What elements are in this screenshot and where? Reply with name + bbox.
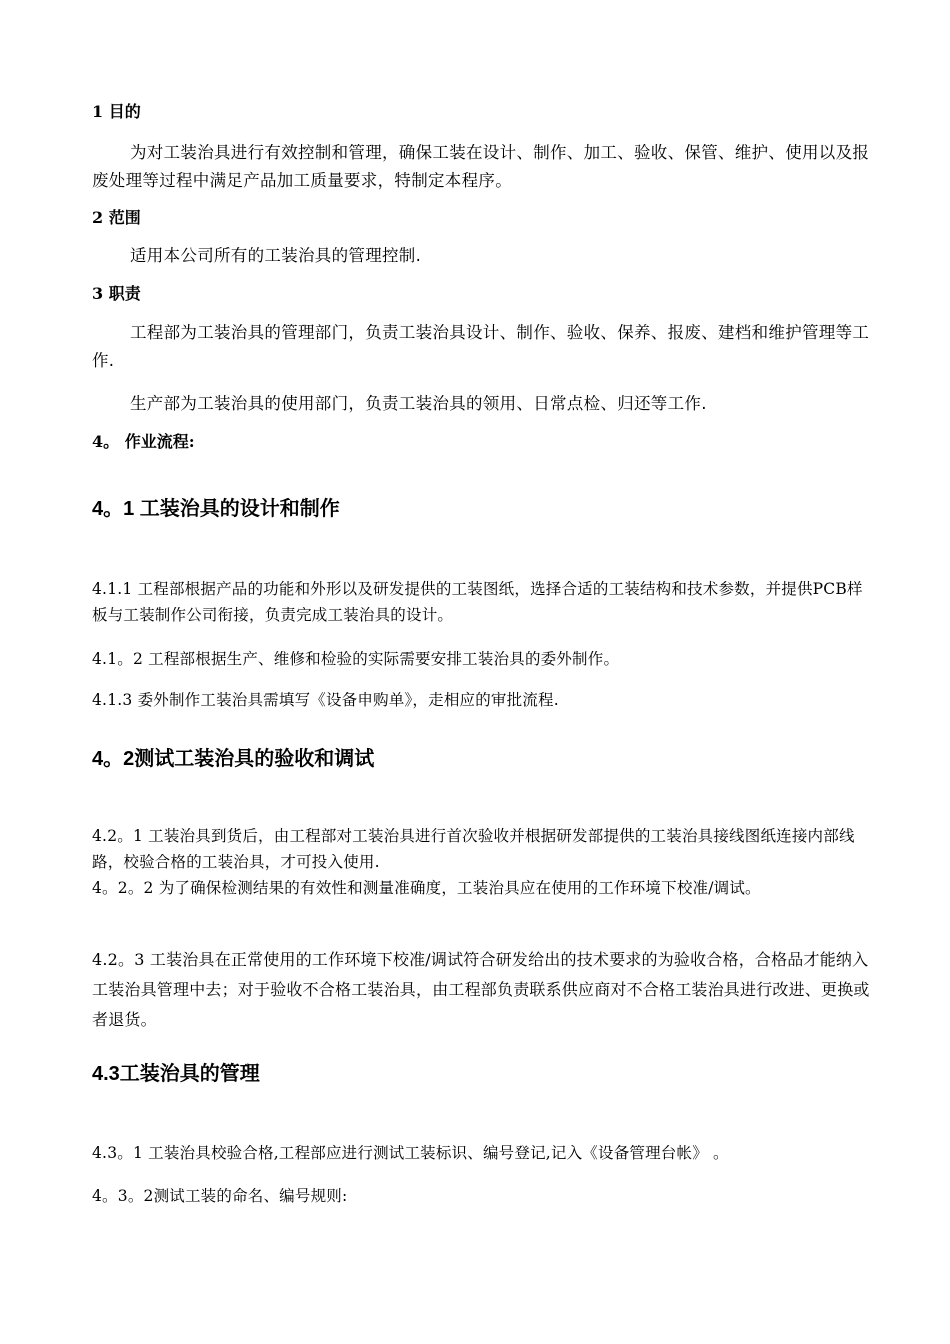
responsibility-text-engineering: 工程部为工装治具的管理部门，负责工装治具设计、制作、验收、保养、报废、建档和维护管理等工作. xyxy=(92,323,870,370)
list-item: 4.3。1 工装治具校验合格,工程部应进行测试工装标识、编号登记,记入《设备管理台帐》 。 xyxy=(92,1144,729,1162)
list-item: 4.1.3 委外制作工装治具需填写《设备申购单》，走相应的审批流程. xyxy=(92,691,559,709)
heading-scope: 2 范围 xyxy=(92,208,141,227)
list-item: 4.2。3 工装治具在正常使用的工作环境下校准/调试符合研发给出的技术要求的为验收合格，合格品才能纳入工装治具管理中去；对于验收不合格工装治具，由工程部负责联系供应商对不合格工装治具进行改进、更换或者退货。 xyxy=(92,950,870,1029)
heading-workflow: 4。 作业流程: xyxy=(92,432,195,451)
section-management-title: 4.3工装治具的管理 xyxy=(92,1063,260,1085)
section-design-title: 4。1 工装治具的设计和制作 xyxy=(92,498,340,520)
responsibility-text-production: 生产部为工装治具的使用部门，负责工装治具的领用、日常点检、归还等工作. xyxy=(130,394,707,413)
list-item: 4.1。2 工程部根据生产、维修和检验的实际需要安排工装治具的委外制作。 xyxy=(92,650,620,668)
heading-responsibility: 3 职责 xyxy=(92,284,141,303)
list-item: 4。2。2 为了确保检测结果的有效性和测量准确度，工装治具应在使用的工作环境下校准/调试。 xyxy=(92,879,761,897)
scope-text: 适用本公司所有的工装治具的管理控制. xyxy=(130,246,422,265)
heading-purpose: 1 目的 xyxy=(92,102,141,121)
list-item: 4.1.1 工程部根据产品的功能和外形以及研发提供的工装图纸，选择合适的工装结构和技术参数，并提供PCB样板与工装制作公司衔接，负责完成工装治具的设计。 xyxy=(92,580,863,624)
purpose-text: 为对工装治具进行有效控制和管理，确保工装在设计、制作、加工、验收、保管、维护、使用以及报废处理等过程中满足产品加工质量要求，特制定本程序。 xyxy=(92,143,870,190)
list-item: 4.2。1 工装治具到货后，由工程部对工装治具进行首次验收并根据研发部提供的工装治具接线图纸连接内部线路，校验合格的工装治具，才可投入使用. xyxy=(92,827,855,871)
list-item: 4。3。2测试工装的命名、编号规则: xyxy=(92,1187,348,1205)
section-acceptance-title: 4。2测试工装治具的验收和调试 xyxy=(92,748,375,770)
